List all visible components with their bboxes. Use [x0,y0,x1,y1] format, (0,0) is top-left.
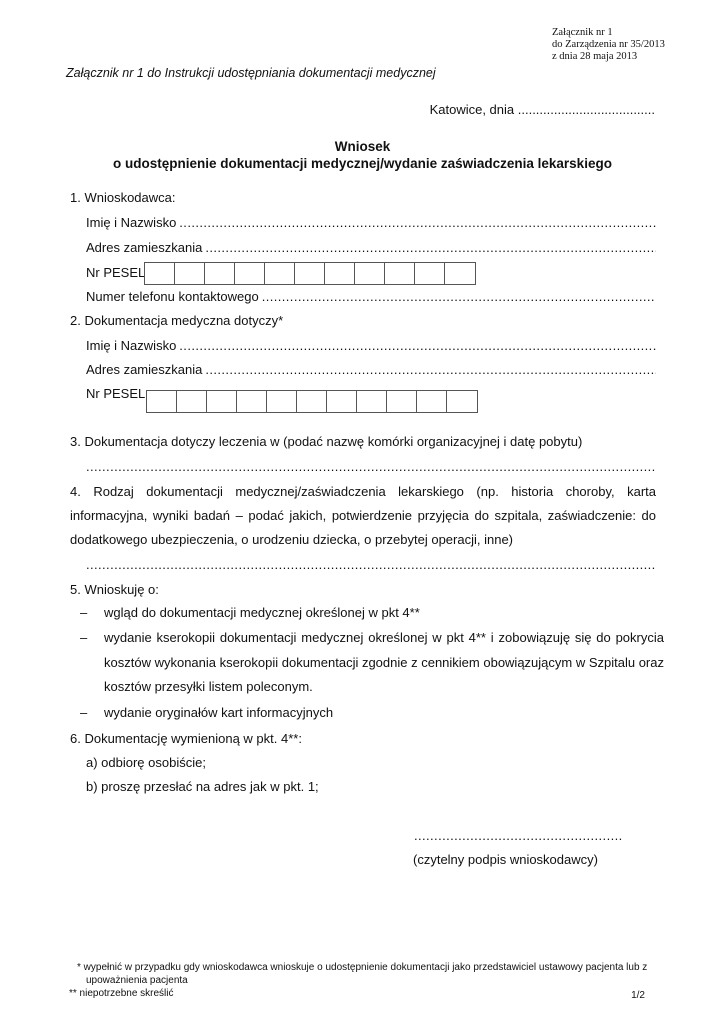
pesel-digit-cell[interactable] [385,263,415,284]
pesel-digit-cell[interactable] [207,391,237,412]
pesel-digit-cell[interactable] [415,263,445,284]
request-option-copies[interactable] [80,626,666,700]
applicant-pesel-label: Nr PESEL [86,265,146,280]
corner-line: do Zarządzenia nr 35/2013 [552,39,665,50]
document-subtitle: o udostępnienie dokumentacji medycznej/wydanie zaświadczenia lekarskiego [113,156,612,171]
annex-title: Załącznik nr 1 do Instrukcji udostępniania dokumentacji medycznej [66,66,436,80]
pesel-digit-cell[interactable] [267,391,297,412]
footnote-1: * wypełnić w przypadku gdy wnioskodawca wnioskuje o udostępnienie dokumentacji jako przedstawiciel ustawowy pacjenta lub z [77,962,648,973]
corner-line: Załącznik nr 1 [552,27,613,38]
pesel-digit-cell[interactable] [205,263,235,284]
corner-line: z dnia 28 maja 2013 [552,51,638,62]
pesel-digit-cell[interactable] [325,263,355,284]
applicant-name-label: Imię i Nazwisko [86,215,177,230]
patient-pesel-label: Nr PESEL [86,386,146,401]
signature-line[interactable]: .................................................... [414,828,623,843]
patient-address-field[interactable] [86,362,656,377]
applicant-address-field[interactable] [86,240,656,255]
applicant-phone-label: Numer telefonu kontaktowego [86,289,259,304]
delivery-option-pickup[interactable]: a) odbiorę osobiście; [86,755,206,770]
section2-heading: 2. Dokumentacja medyczna dotyczy* [70,313,284,328]
document-title: Wniosek [334,139,391,154]
pesel-digit-cell[interactable] [145,263,175,284]
pesel-digit-cell[interactable] [265,263,295,284]
patient-address-label: Adres zamieszkania [86,362,203,377]
request-option-review[interactable] [80,601,666,625]
applicant-pesel-input[interactable] [144,262,476,285]
applicant-address-label: Adres zamieszkania [86,240,203,255]
footnote-1-continued: upoważnienia pacjenta [86,975,188,986]
treatment-unit-field[interactable] [86,459,656,474]
dash-bullet: – [80,605,88,620]
dash-bullet: – [80,630,88,645]
pesel-digit-cell[interactable] [175,263,205,284]
request-option-text: wgląd do dokumentacji medycznej określonej w pkt 4** [104,605,420,620]
patient-name-field[interactable] [86,338,656,353]
corner-annex-note [552,27,665,63]
pesel-digit-cell[interactable] [177,391,207,412]
section6-heading: 6. Dokumentację wymienioną w pkt. 4**: [70,731,302,746]
pesel-digit-cell[interactable] [357,391,387,412]
signature-caption: (czytelny podpis wnioskodawcy) [413,852,598,867]
applicant-phone-field[interactable] [86,289,656,304]
pesel-digit-cell[interactable] [235,263,265,284]
request-option-originals[interactable] [80,701,666,725]
delivery-option-mail[interactable]: b) proszę przesłać na adres jak w pkt. 1; [86,779,319,794]
page-number: 1/2 [631,990,645,1001]
patient-pesel-input[interactable] [146,390,478,413]
section5-heading: 5. Wnioskuję o: [70,582,159,597]
pesel-digit-cell[interactable] [297,391,327,412]
dotted-line [262,289,656,304]
place-date-field[interactable]: Katowice, dnia ...................................... [429,102,655,117]
pesel-digit-cell[interactable] [237,391,267,412]
request-option-text: wydanie oryginałów kart informacyjnych [104,705,334,720]
request-option-text: wydanie kserokopii dokumentacji medycznej określonej w pkt 4** i zobowiązuję się do pokrycia kosztów wykonania kserokopii dokumentacji zgodnie z cennikiem obowiązującym w Szpitalu oraz kosztów przesyłki listem poleconym. [104,630,664,694]
pesel-digit-cell[interactable] [417,391,447,412]
patient-name-label: Imię i Nazwisko [86,338,177,353]
section4-text: 4. Rodzaj dokumentacji medycznej/zaświadczenia lekarskiego (np. historia choroby, karta informacyjna, wyniki badań – podać jakich, potwierdzenie przyjęcia do szpitala, zaświadczenie: do dodatkowego ubezpieczenia, o urodzeniu dziecka, o przebytej operacji, inne) [70,484,656,547]
dotted-line [179,338,656,353]
pesel-digit-cell[interactable] [355,263,385,284]
dotted-line [179,215,656,230]
pesel-digit-cell[interactable] [295,263,325,284]
applicant-name-field[interactable] [86,215,656,230]
section3-heading: 3. Dokumentacja dotyczy leczenia w (podać nazwę komórki organizacyjnej i datę pobytu) [70,434,583,449]
pesel-digit-cell[interactable] [147,391,177,412]
section1-heading: 1. Wnioskodawca: [70,190,176,205]
dotted-line [205,240,656,255]
dotted-line [205,362,656,377]
pesel-digit-cell[interactable] [327,391,357,412]
dash-bullet: – [80,705,88,720]
pesel-digit-cell[interactable] [445,263,475,284]
pesel-digit-cell[interactable] [447,391,477,412]
pesel-digit-cell[interactable] [387,391,417,412]
dotted-line [86,459,656,474]
document-type-field[interactable] [86,557,656,572]
dotted-line [86,557,656,572]
footnote-2: ** niepotrzebne skreślić [69,988,174,999]
